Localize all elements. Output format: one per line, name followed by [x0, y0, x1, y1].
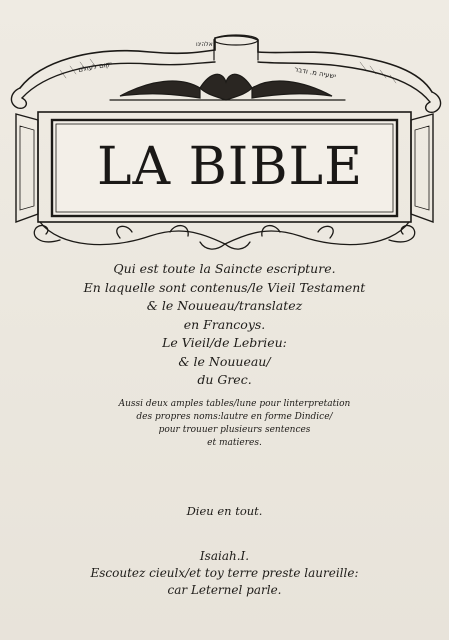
subtitle-line: en Francoys.: [183, 316, 266, 332]
subtitle-line: En laquelle sont contenus/le Vieil Testament: [83, 279, 366, 295]
tables-note-block: [10, 398, 449, 450]
isaiah-line: car Leternel parle.: [167, 583, 282, 597]
hebrew-inscription-right: ישעיה מ. ודבר: [293, 65, 337, 81]
note-line: des propres noms:lautre en forme Dindice/: [136, 412, 333, 422]
motto: Dieu en tout.: [186, 504, 263, 518]
subtitle-line: & le Nouueau/: [178, 353, 271, 369]
subtitle-line: & le Nouueau/translatez: [146, 298, 303, 313]
note-line: et matieres.: [207, 438, 262, 448]
double-headed-eagle-icon: [110, 74, 345, 100]
isaiah-quote-block: [0, 548, 449, 599]
subtitle-line: du Grec.: [197, 372, 252, 387]
isaiah-reference: Isaiah.I.: [199, 549, 250, 563]
note-line: Aussi deux amples tables/lune pour linterpretation: [118, 399, 351, 409]
note-line: pour trouuer plusieurs sentences: [158, 425, 311, 435]
acanthus-scroll-icon: [34, 222, 414, 249]
hebrew-inscription-top: אלהינו: [196, 41, 213, 48]
hebrew-inscription-left: יקום לעולם: [77, 60, 113, 74]
isaiah-line: Escoutez cieulx/et toy terre preste laureille:: [90, 566, 359, 580]
subtitle-line: Le Vieil/de Lebrieu:: [162, 335, 287, 350]
book-title: LA BIBLE: [96, 137, 364, 197]
subtitle-block: [0, 260, 449, 390]
subtitle-line: Qui est toute la Saincte escripture.: [113, 261, 336, 276]
